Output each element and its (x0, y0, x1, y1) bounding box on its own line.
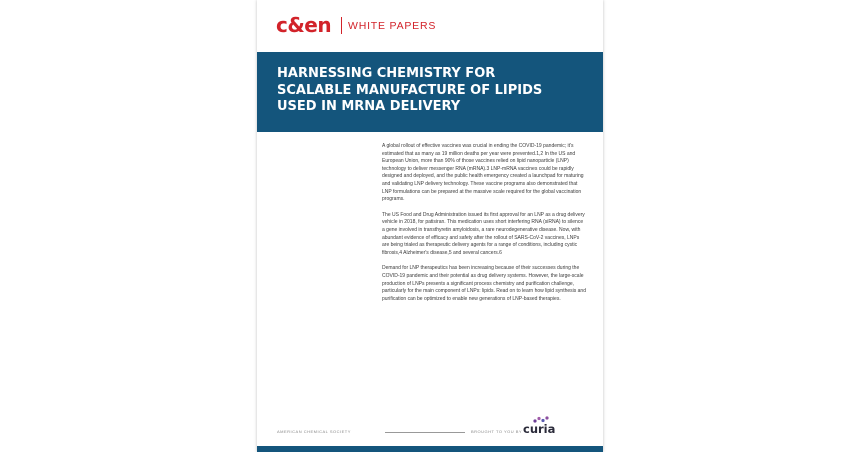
document-title (277, 66, 587, 116)
cen-logo: c&en (276, 13, 332, 37)
paragraph: The US Food and Drug Administration issued its first approval for an LNP as a drug delivery vehicle in 2018, for patisiran. This medication uses short interfering RNA (siRNA) to silence a gene involved in transthyretin amyloidosis, a rare neurodegenerative disease. Now, with abundant evidence of efficacy and safety after the rollout of SARS-CoV-2 vaccines, LNPs are being trialed as therapeutic delivery agents for a range of conditions, including cystic fibrosis,4 Alzheimer's disease,5 and several cancers.6 (382, 211, 585, 256)
curia-logo (523, 416, 563, 440)
paragraph: Demand for LNP therapeutics has been increasing because of their successes during the COVID-19 pandemic and their potential as drug delivery systems. However, the large-scale production of LNPs presents a significant process chemistry and purification challenge, particularly for the main component of LNPs: lipids. Read on to learn how lipid synthesis and purification can be optimized to enable new generations of LNP-based therapies. (382, 265, 586, 302)
body-text (382, 143, 587, 311)
paragraph: A global rollout of effective vaccines was crucial in ending the COVID-19 pandemic; it's estimated that as many as 19 million deaths per year were prevented.1,2 In the US and European Union, more than 90% of those vaccines relied on lipid nanoparticle (LNP) technology to deliver messenger RNA (mRNA).3 LNP-mRNA vaccines could be rapidly designed and deployed, and the public health emergency created a launchpad for maturing and validating LNP delivery technology. These vaccine programs also demonstrated that LNP formulations can be prepared at the massive scale required for the global vaccination programs. (382, 143, 584, 203)
masthead (257, 0, 603, 48)
brought-by-label: BROUGHT TO YOU BY (471, 429, 523, 434)
series-label: WHITE PAPERS (348, 20, 437, 32)
white-paper-cover (257, 0, 603, 452)
title-line: HARNESSING CHEMISTRY FOR (277, 66, 496, 81)
publisher-label: AMERICAN CHEMICAL SOCIETY (277, 429, 351, 434)
footer-divider (385, 432, 465, 433)
title-line: USED IN MRNA DELIVERY (277, 99, 461, 114)
title-line: SCALABLE MANUFACTURE OF LIPIDS (277, 82, 543, 98)
masthead-divider (341, 17, 342, 34)
sponsor-name: curia (523, 422, 556, 436)
bottom-bar (257, 446, 603, 452)
title-band (257, 52, 603, 132)
